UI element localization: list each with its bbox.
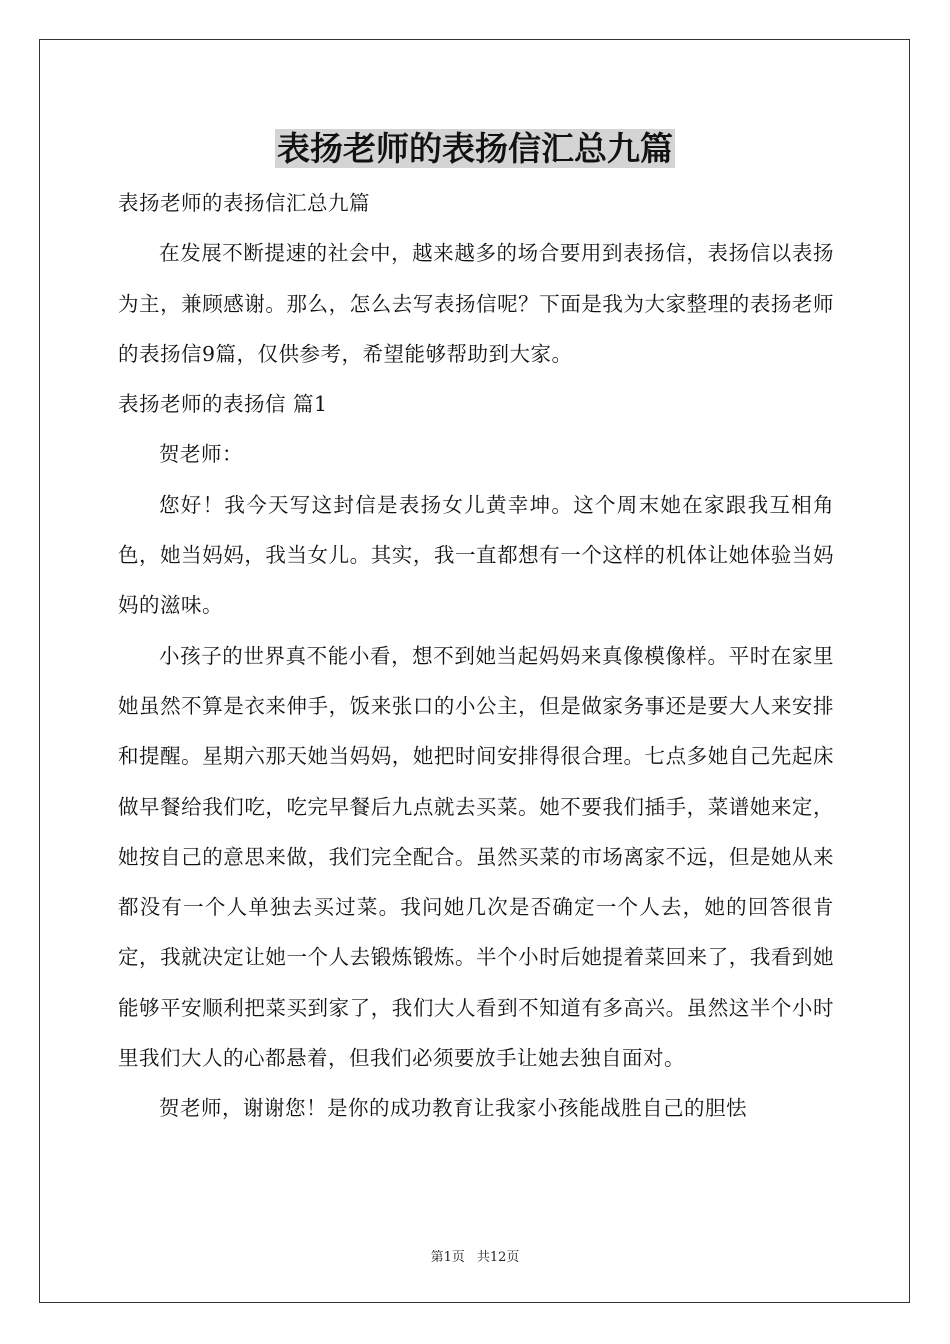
body-paragraph: 您好！我今天写这封信是表扬女儿黄幸坤。这个周末她在家跟我互相角色，她当妈妈，我当女儿。其实，我一直都想有一个这样的机体让她体验当妈妈的滋味。 <box>118 492 834 618</box>
document-title <box>0 124 950 174</box>
body-paragraph: 贺老师，谢谢您！是你的成功教育让我家小孩能战胜自己的胆怯 <box>159 1096 747 1121</box>
page-footer <box>0 1246 950 1265</box>
body-paragraph: 小孩子的世界真不能小看，想不到她当起妈妈来真像模像样。平时在家里她虽然不算是衣来伸手，饭来张口的小公主，但是做家务事还是要大人来安排和提醒。星期六那天她当妈妈，她把时间安排得很合理。七点多她自己先起床做早餐给我们吃，吃完早餐后九点就去买菜。她不要我们插手，菜谱她来定，她按自己的意思来做，我们完全配合。虽然买菜的市场离家不远，但是她从来都没有一个人单独去买过菜。我问她几次是否确定一个人去，她的回答很肯定，我就决定让她一个人去锻炼锻炼。半个小时后她提着菜回来了，我看到她能够平安顺利把菜买到家了，我们大人看到不知道有多高兴。虽然这半个小时里我们大人的心都悬着，但我们必须要放手让她去独自面对。 <box>118 643 834 1071</box>
intro-paragraph: 在发展不断提速的社会中，越来越多的场合要用到表扬信，表扬信以表扬为主，兼顾感谢。那么，怎么去写表扬信呢？下面是我为大家整理的表扬老师的表扬信9篇，仅供参考，希望能够帮助到大家。 <box>118 241 834 366</box>
document-subtitle: 表扬老师的表扬信汇总九篇 <box>118 191 370 215</box>
document-body <box>118 178 834 1134</box>
document-title-text: 表扬老师的表扬信汇总九篇 <box>277 129 673 168</box>
page-total: 共12页 <box>476 1250 520 1265</box>
page-number: 第1页 <box>430 1250 465 1265</box>
salutation: 贺老师： <box>159 442 243 467</box>
section-heading: 表扬老师的表扬信 篇1 <box>118 392 328 417</box>
